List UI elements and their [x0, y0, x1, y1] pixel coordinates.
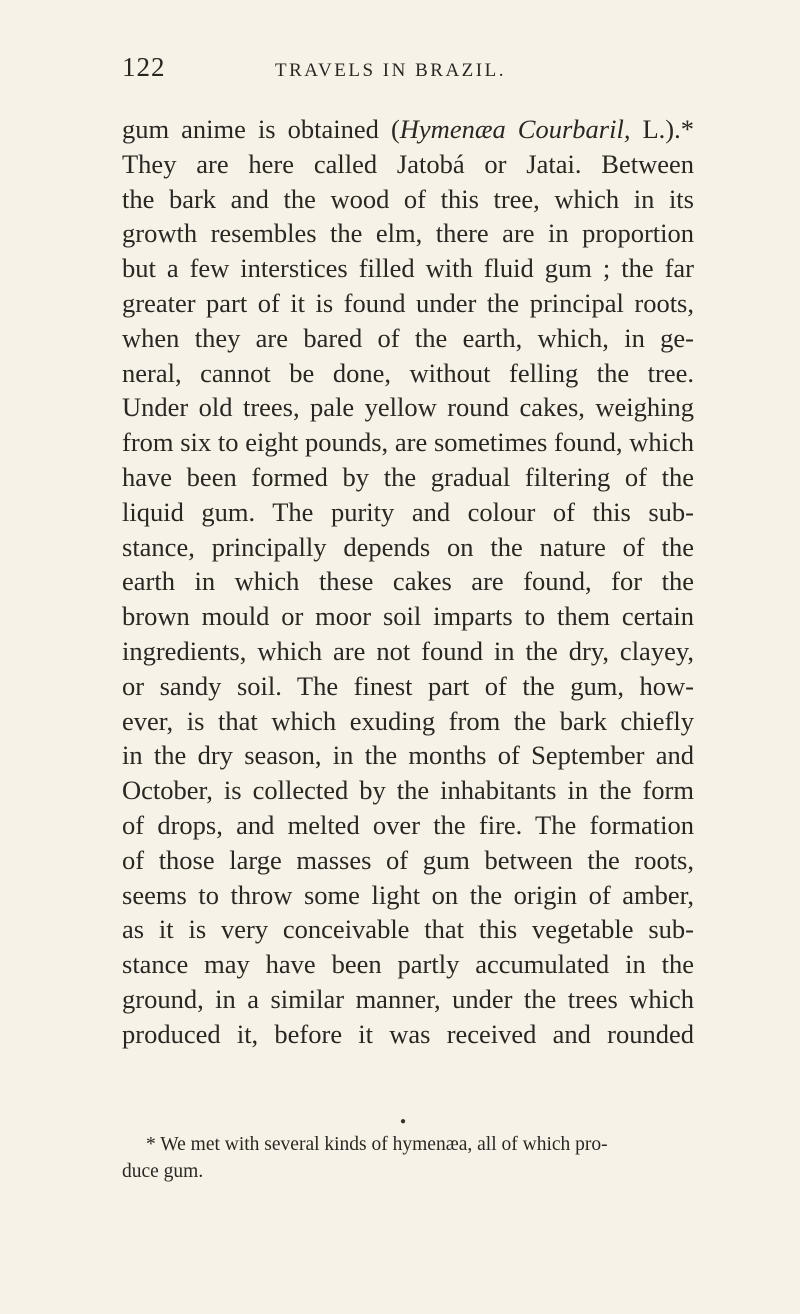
body-line: of drops, and melted over the fire. The formation — [122, 809, 694, 840]
body-line: October, is collected by the inhabitants in the form — [122, 775, 694, 806]
body-line: but a few interstices filled with fluid gum ; the far — [122, 253, 694, 284]
running-title: TRAVELS IN BRAZIL. — [275, 60, 506, 81]
body-line: gum anime is obtained (Hymenæa Courbaril, L.).* — [122, 114, 695, 144]
body-line: greater part of it is found under the principal roots, — [122, 287, 694, 318]
body-line: ingredients, which are not found in the dry, clayey, — [122, 635, 694, 666]
footnote-line: duce gum. — [122, 1161, 204, 1182]
body-line: ground, in a similar manner, under the trees which — [122, 983, 694, 1014]
body-line: of those large masses of gum between the roots, — [122, 844, 694, 875]
body-line: in the dry season, in the months of September and — [122, 740, 694, 771]
body-line: growth resembles the elm, there are in proportion — [122, 218, 694, 249]
body-line: neral, cannot be done, without felling the tree. — [122, 357, 694, 388]
page-number: 122 — [122, 52, 166, 82]
body-line: when they are bared of the earth, which, in ge- — [122, 322, 694, 353]
species-name: Hymenæa Courbaril, — [399, 114, 631, 144]
body-line: They are here called Jatobá or Jatai. Between — [122, 148, 694, 179]
body-line: liquid gum. The purity and colour of this sub- — [122, 496, 694, 527]
body-line: or sandy soil. The finest part of the gum, how- — [122, 670, 694, 701]
footnote-divider-mark: ● — [400, 1116, 407, 1127]
body-line: from six to eight pounds, are sometimes found, which — [122, 427, 694, 458]
body-line: stance may have been partly accumulated in the — [122, 949, 694, 980]
body-line: produced it, before it was received and rounded — [122, 1018, 694, 1049]
body-line: seems to throw some light on the origin of amber, — [122, 879, 694, 910]
body-text — [122, 112, 694, 1052]
body-line: Under old trees, pale yellow round cakes, weighing — [122, 392, 694, 423]
body-line: as it is very conceivable that this vegetable sub- — [122, 914, 694, 945]
footnote — [122, 1131, 694, 1185]
body-line: stance, principally depends on the nature of the — [122, 531, 694, 562]
body-line: have been formed by the gradual filtering of the — [122, 461, 694, 492]
page-header — [122, 52, 682, 88]
body-line: brown mould or moor soil imparts to them certain — [122, 601, 694, 632]
footnote-line: * We met with several kinds of hymenæa, all of which pro- — [146, 1134, 608, 1155]
body-line: ever, is that which exuding from the bark chiefly — [122, 705, 694, 736]
body-line: earth in which these cakes are found, for the — [122, 566, 694, 597]
body-line: the bark and the wood of this tree, which in its — [122, 183, 694, 214]
